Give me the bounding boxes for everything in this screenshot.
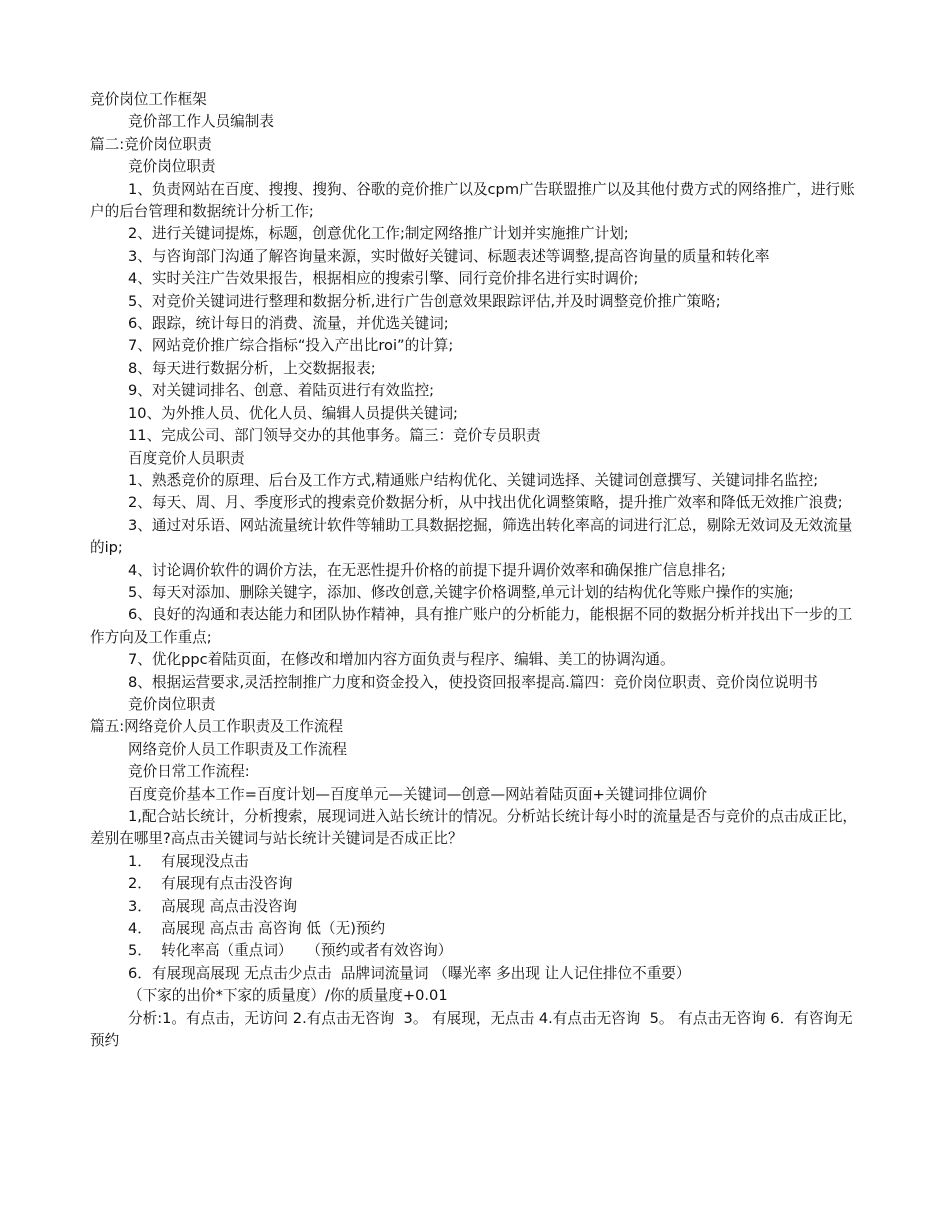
document-line: 竞价岗位工作框架 (90, 91, 207, 108)
document-line: 竞价岗位职责 (128, 695, 216, 713)
document-line: 9、对关键词排名、创意、着陆页进行有效监控; (128, 382, 435, 400)
document-line: 篇五:网络竞价人员工作职责及工作流程 (90, 718, 344, 736)
document-line: 10、为外推人员、优化人员、编辑人员提供关键词; (128, 404, 458, 422)
document-line: 1． 有展现没点击 (128, 852, 249, 870)
document-line: 7、网站竞价推广综合指标“投入产出比roi”的计算; (128, 337, 454, 355)
document-line: 6、跟踪，统计每日的消费、流量，并优选关键词; (128, 315, 449, 333)
document-line: 4． 高展现 高点击 高咨询 低（无)预约 (128, 920, 386, 938)
document-line: 网络竞价人员工作职责及工作流程 (128, 740, 347, 758)
document-line: 3、通过对乐语、网站流量统计软件等辅助工具数据挖掘，筛选出转化率高的词进行汇总，剔除无效词及无效流量的ip; (90, 516, 853, 557)
document-line: 7、优化ppc着陆页面，在修改和增加内容方面负责与程序、编辑、美工的协调沟通。 (128, 651, 675, 669)
document-line: 8、根据运营要求,灵活控制推广力度和资金投入，使投资回报率提高.篇四：竞价岗位职责、竞价岗位说明书 (128, 673, 818, 691)
document-line: 3． 高展现 高点击没咨询 (128, 897, 298, 915)
document-line: 4、实时关注广告效果报告，根据相应的搜索引擎、同行竞价排名进行实时调价; (128, 270, 639, 288)
document-line: 1,配合站长统计，分析搜索，展现词进入站长统计的情况。分析站长统计每小时的流量是否与竞价的点击成正比，差别在哪里?高点击关键词与站长统计关键词是否成正比？ (90, 808, 858, 848)
document-line: 6、良好的沟通和表达能力和团队协作精神，具有推广账户的分析能力，能根据不同的数据分析并找出下一步的工作方向及工作重点; (90, 606, 853, 646)
document-line: 2． 有展现有点击没咨询 (128, 875, 293, 893)
document-line: 分析:1。有点击，无访问 2.有点击无咨询 3。 有展现，无点击 4.有点击无咨询 5。 有点击无咨询 6．有咨询无预约 (90, 1009, 853, 1050)
document-body (90, 89, 860, 1052)
document-line: 竞价岗位职责 (128, 158, 216, 176)
document-line: 5、每天对添加、删除关键字，添加、修改创意,关键字价格调整,单元计划的结构优化等账户操作的实施; (128, 583, 794, 601)
document-line: 5、对竞价关键词进行整理和数据分析,进行广告创意效果跟踪评估,并及时调整竞价推广策略; (128, 292, 721, 310)
document-line: 百度竞价基本工作=百度计划—百度单元—关键词—创意—网站着陆页面+关键词排位调价 (128, 785, 708, 803)
document-line: 11、完成公司、部门领导交办的其他事务。篇三：竞价专员职责 (128, 427, 541, 445)
document-line: 4、讨论调价软件的调价方法，在无恶性提升价格的前提下提升调价效率和确保推广信息排名; (128, 561, 726, 579)
document-line: 2、每天、周、月、季度形式的搜索竞价数据分析，从中找出优化调整策略，提升推广效率和降低无效推广浪费; (128, 494, 843, 512)
document-line: 百度竞价人员职责 (128, 449, 245, 467)
document-line: 3、与咨询部门沟通了解咨询量来源，实时做好关键词、标题表述等调整,提高咨询量的质量和转化率 (128, 247, 770, 265)
document-line: 1、熟悉竞价的原理、后台及工作方式,精通账户结构优化、关键词选择、关键词创意撰写、关键词排名监控; (128, 471, 819, 489)
document-line: 篇二:竞价岗位职责 (90, 135, 212, 153)
document-line: 竞价部工作人员编制表 (128, 113, 274, 131)
document-line: 竞价日常工作流程: (128, 763, 250, 781)
document-line: 8、每天进行数据分析，上交数据报表; (128, 359, 376, 377)
document-line: 2、进行关键词提炼，标题，创意优化工作;制定网络推广计划并实施推广计划; (128, 225, 629, 243)
document-line: 5． 转化率高（重点词） （预约或者有效咨询） (128, 942, 453, 960)
document-line: 6．有展现高展现 无点击少点击 品牌词流量词 （曝光率 多出现 让人记住排位不重要） (128, 964, 691, 982)
document-line: （下家的出价*下家的质量度）/你的质量度+0.01 (128, 987, 448, 1005)
document-line: 1、负责网站在百度、搜搜、搜狗、谷歌的竞价推广以及cpm广告联盟推广以及其他付费方式的网络推广，进行账户的后台管理和数据统计分析工作; (90, 180, 855, 221)
